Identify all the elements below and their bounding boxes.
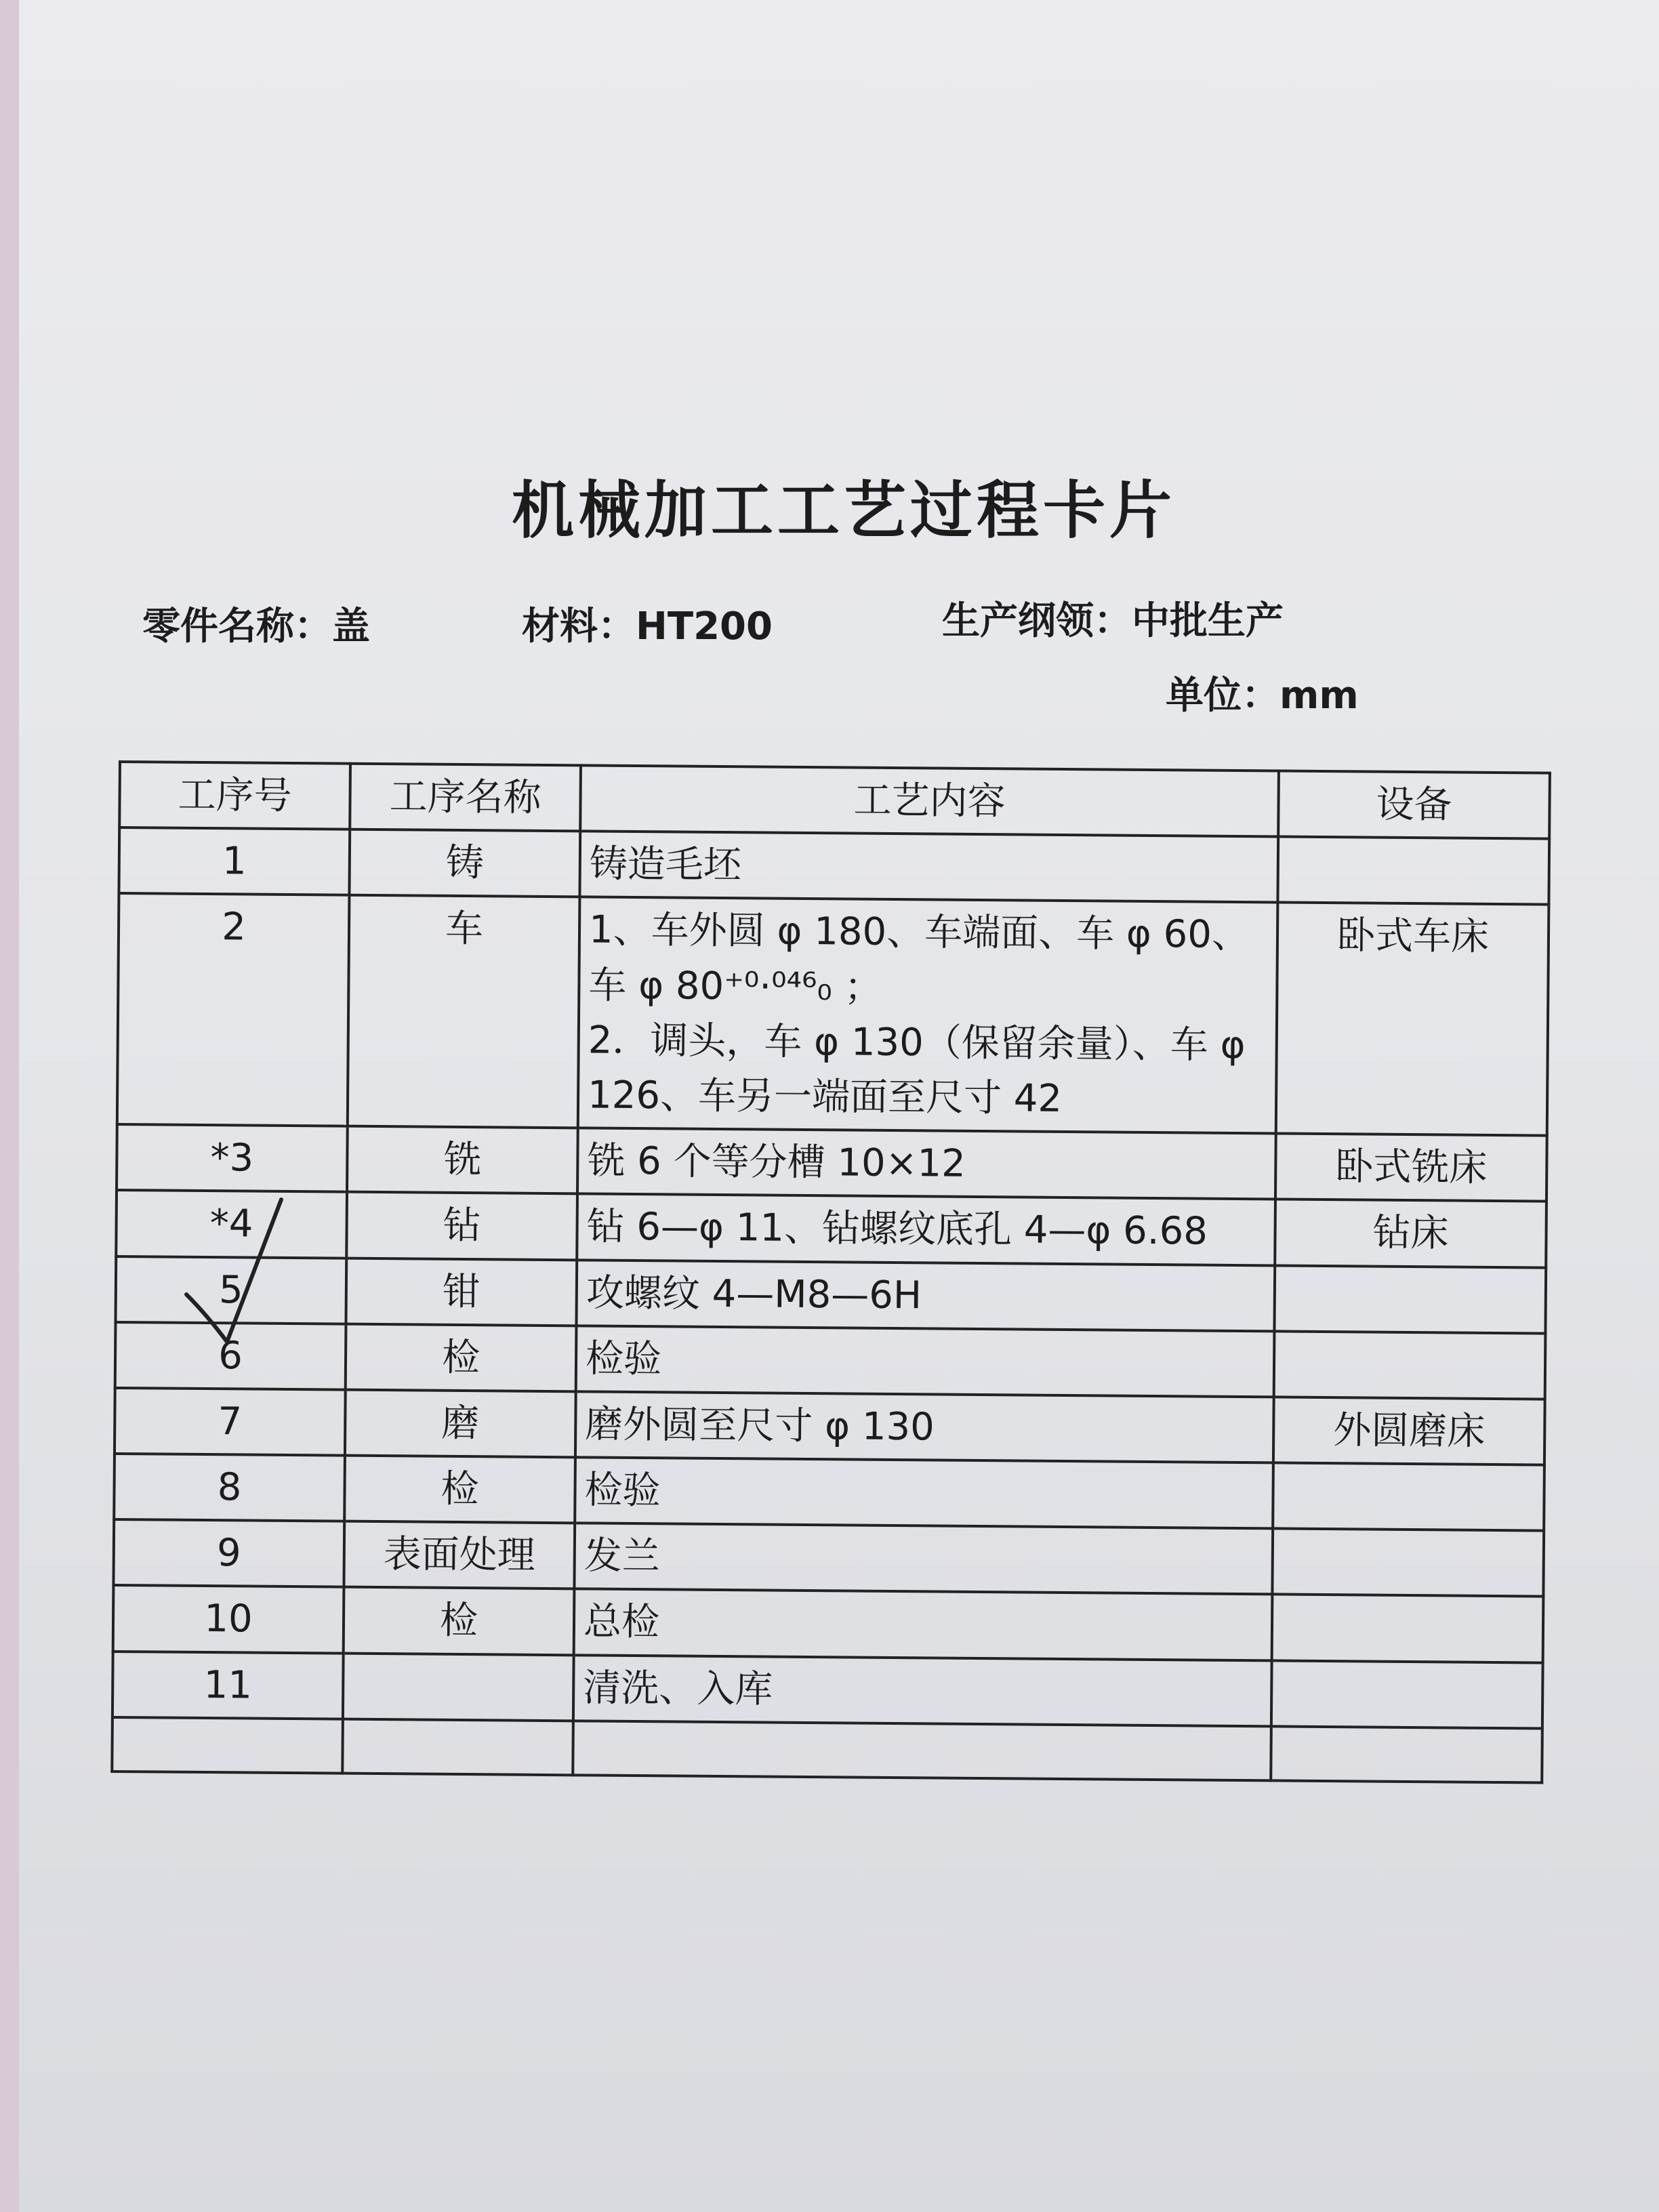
cell-step-no [112,1717,343,1774]
cell-step-no: 9 [113,1519,344,1587]
table-row [113,1519,1544,1597]
cell-step-no: *3 [117,1124,348,1192]
table-row [112,1652,1543,1729]
cell-step-name: 检 [346,1324,577,1391]
cell-equipment [1271,1726,1542,1782]
cell-equipment [1272,1529,1544,1597]
cell-step-name: 钻 [346,1192,577,1260]
cell-content: 1、车外圆 φ 180、车端面、车 φ 60、车 φ 80⁺⁰·⁰⁴⁶₀ ； 2．调头，车 φ 130（保留余量）、车 φ 126、车另一端面至尺寸 42 [578,897,1278,1134]
cell-step-no: 6 [115,1322,346,1390]
table-row [117,893,1549,1135]
material-value: HT200 [636,605,773,649]
header-process-content: 工艺内容 [580,765,1279,836]
table-row [114,1454,1544,1531]
cell-content: 攻螺纹 4—M8—6H [576,1260,1275,1331]
handwritten-checkmark-icon [180,1193,288,1349]
material-label: 材料： [522,605,636,649]
part-name-field [142,596,370,651]
cell-content: 铸造毛坯 [579,832,1278,903]
page-title: 机械加工工艺过程卡片 [511,474,1176,547]
cell-equipment [1274,1331,1546,1399]
material-field [522,596,773,651]
cell-step-no: 8 [114,1454,345,1521]
table-row [115,1256,1546,1333]
header-step-no: 工序号 [119,762,350,830]
cell-equipment: 卧式车床 [1276,903,1549,1136]
unit-value: mm [1279,674,1359,718]
cell-content: 检验 [576,1326,1275,1397]
cell-content: 钻 6—φ 11、钻螺纹底孔 4—φ 6.68 [577,1194,1275,1265]
cell-step-name: 铸 [349,830,580,897]
cell-step-no: 5 [115,1256,346,1324]
cell-step-name [342,1719,573,1775]
cell-content: 发兰 [574,1523,1273,1595]
cell-step-no: 1 [119,827,350,895]
header-equipment: 设备 [1278,771,1550,838]
table-body [112,827,1549,1782]
table-row [112,1717,1542,1783]
cell-step-name: 钳 [346,1258,577,1326]
cell-equipment [1271,1660,1543,1728]
cell-step-name: 检 [344,1456,575,1523]
cell-equipment [1273,1462,1544,1530]
cell-step-name: 磨 [345,1390,576,1458]
cell-step-name: 车 [348,895,580,1128]
table-row [119,827,1549,905]
table-header-row [119,762,1550,839]
production-field [942,591,1284,645]
cell-step-no: 11 [112,1652,344,1719]
unit-field [1166,665,1359,720]
cell-step-name [343,1653,574,1721]
part-name-value: 盖 [332,605,370,649]
cell-content: 检验 [575,1457,1273,1528]
production-label: 生产纲领： [942,599,1132,643]
header-step-name: 工序名称 [350,764,581,832]
cell-equipment [1277,837,1549,905]
production-value: 中批生产 [1132,599,1284,643]
cell-step-name: 表面处理 [344,1521,575,1589]
cell-equipment: 钻床 [1275,1200,1547,1267]
cell-step-no: 2 [117,893,350,1126]
table-row [116,1190,1547,1267]
process-card-table [110,760,1551,1784]
cell-content: 磨外圆至尺寸 φ 130 [575,1391,1274,1462]
table-row [115,1388,1545,1465]
cell-content [573,1721,1271,1780]
cell-step-no: 7 [115,1388,346,1456]
cell-content: 铣 6 个等分槽 10×12 [577,1128,1276,1199]
cell-equipment: 外圆磨床 [1273,1397,1545,1465]
cell-step-no: 10 [113,1585,344,1653]
cell-content: 总检 [574,1589,1273,1660]
cell-equipment: 卧式铣床 [1275,1134,1547,1202]
cell-step-name: 检 [344,1587,575,1655]
table-row [115,1322,1546,1399]
cell-equipment [1274,1265,1546,1333]
part-name-label: 零件名称： [142,605,332,649]
table-row [113,1585,1544,1662]
cell-equipment [1272,1595,1544,1662]
unit-label: 单位： [1166,674,1279,718]
cell-content: 清洗、入库 [573,1655,1272,1726]
cell-step-name: 铣 [347,1126,578,1194]
cell-step-no: *4 [116,1190,347,1258]
table-row [117,1124,1547,1202]
